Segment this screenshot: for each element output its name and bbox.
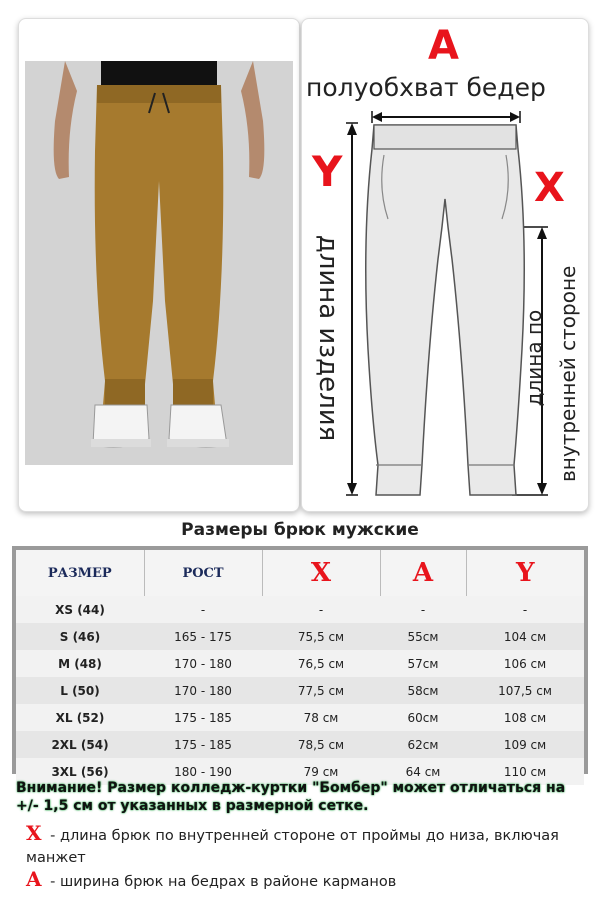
product-photo (25, 61, 293, 465)
cell-size: 2XL (54) (16, 731, 144, 758)
cell-height: - (144, 596, 262, 623)
cell-y: 104 см (466, 623, 584, 650)
table-row (16, 623, 584, 650)
cell-y: 110 см (466, 758, 584, 785)
size-table-frame (12, 546, 588, 779)
legend-letter-x: X (26, 821, 42, 845)
header-height: РОСТ (144, 550, 262, 596)
cell-size: S (46) (16, 623, 144, 650)
cell-a: 60см (380, 704, 466, 731)
table-title: Размеры брюк мужские (181, 520, 419, 540)
table-row (16, 650, 584, 677)
cell-a: 64 см (380, 758, 466, 785)
cell-size: 3XL (56) (16, 758, 144, 785)
table-header-row (16, 550, 584, 596)
header-a: A (380, 550, 466, 596)
cell-size: XL (52) (16, 704, 144, 731)
label-x: X (534, 165, 565, 211)
cell-size: M (48) (16, 650, 144, 677)
header-y: Y (466, 550, 584, 596)
cell-y: 106 см (466, 650, 584, 677)
legend-letter-a: A (26, 867, 42, 891)
model-wearing-pants-illustration (25, 61, 293, 465)
legend-item-x (26, 822, 600, 869)
cell-x: 76,5 см (262, 650, 380, 677)
legend-text-a: - ширина брюк на бедрах в районе карманов (45, 874, 397, 890)
cell-a: 57см (380, 650, 466, 677)
size-table (16, 550, 584, 785)
cell-x: 79 см (262, 758, 380, 785)
cell-a: 62см (380, 731, 466, 758)
table-row (16, 731, 584, 758)
header-size: РАЗМЕР (16, 550, 144, 596)
table-row (16, 704, 584, 731)
cell-height: 165 - 175 (144, 623, 262, 650)
caption-length: длина изделия (313, 234, 343, 442)
cell-y: 107,5 см (466, 677, 584, 704)
caption-inseam-line1: длина по (522, 309, 546, 407)
cell-a: 58см (380, 677, 466, 704)
cell-x: 78 см (262, 704, 380, 731)
cell-x: 77,5 см (262, 677, 380, 704)
product-photo-card (18, 18, 300, 512)
cell-y: 108 см (466, 704, 584, 731)
table-row (16, 677, 584, 704)
cell-y: - (466, 596, 584, 623)
caption-inseam-line2: внутренней стороне (556, 265, 580, 482)
cell-height: 180 - 190 (144, 758, 262, 785)
caption-hip: полуобхват бедер (306, 73, 546, 102)
label-a: A (428, 23, 459, 69)
legend-item-a (26, 868, 396, 893)
cell-a: 55см (380, 623, 466, 650)
cell-height: 175 - 185 (144, 731, 262, 758)
size-scheme-card (301, 18, 589, 512)
cell-a: - (380, 596, 466, 623)
cell-x: 78,5 см (262, 731, 380, 758)
cell-x: 75,5 см (262, 623, 380, 650)
cell-x: - (262, 596, 380, 623)
label-y: Y (312, 147, 343, 196)
cell-height: 170 - 180 (144, 650, 262, 677)
legend-text-x: - длина брюк по внутренней стороне от проймы до низа, включая манжет (26, 828, 559, 866)
table-row (16, 596, 584, 623)
cell-height: 170 - 180 (144, 677, 262, 704)
cell-size: L (50) (16, 677, 144, 704)
header-x: X (262, 550, 380, 596)
cell-height: 175 - 185 (144, 704, 262, 731)
cell-y: 109 см (466, 731, 584, 758)
cell-size: XS (44) (16, 596, 144, 623)
size-notice: Внимание! Размер колледж-куртки "Бомбер" может отличаться на +/- 1,5 см от указанных в размерной сетке. (16, 780, 566, 814)
